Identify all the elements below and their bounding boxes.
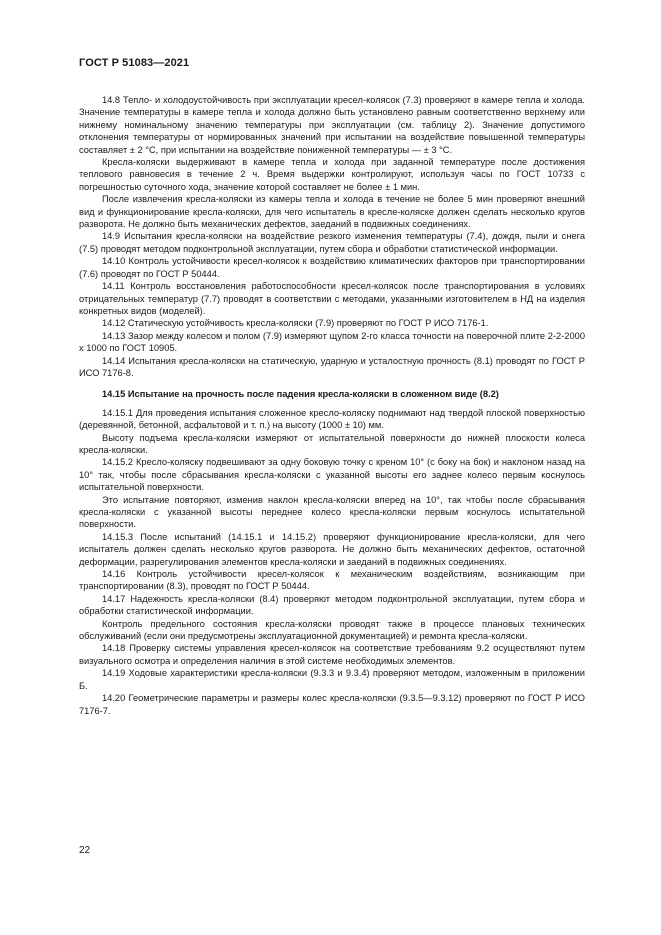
paragraph: 14.15.2 Кресло-коляску подвешивают за одну боковую точку с креном 10° (с боку на бок) и наклоном назад на 10° так, чтобы после сбрасывания кресла-коляски с указанной высоты его заднее колесо первым коснулось испытательной поверхности.: [79, 457, 585, 493]
paragraph: Кресла-коляски выдерживают в камере тепла и холода при заданной температуре после достижения теплового равновесия в течение 2 ч. Время выдержки контролируют, используя часы по ГОСТ 10733 с погрешностью суточного хода, значение которой составляет не более ± 1 мин.: [79, 157, 585, 192]
paragraph: 14.19 Ходовые характеристики кресла-коляски (9.3.3 и 9.3.4) проверяют методом, изложенным в приложении Б.: [79, 668, 585, 691]
paragraph: 14.17 Надежность кресла-коляски (8.4) проверяют методом подконтрольной эксплуатации, путем сбора и обработки статистической информации.: [79, 593, 585, 617]
paragraph: 14.9 Испытания кресла-коляски на воздействие резкого изменения температуры (7.4), дождя, пыли и снега (7.5) проводят методом подконтрольной эксплуатации, путем сбора и обработки статистической информации.: [79, 231, 585, 254]
paragraph: Контроль предельного состояния кресла-коляски проводят также в процессе плановых технических обслуживаний (если они предусмотрены эксплуатационной документацией) и ремонта кресла-коляски.: [79, 618, 585, 642]
paragraph: 14.20 Геометрические параметры и размеры колес кресла-коляски (9.3.5—9.3.12) проверяют по ГОСТ Р ИСО 7176-7.: [79, 693, 585, 716]
paragraph: Высоту подъема кресла-коляски измеряют от испытательной поверхности до нижней плоскости колеса кресла-коляски.: [79, 432, 585, 455]
paragraph: 14.10 Контроль устойчивости кресел-колясок к воздействию климатических факторов при транспортировании (7.6) проводят по ГОСТ Р 50444.: [79, 256, 585, 279]
paragraph: Это испытание повторяют, изменив наклон кресла-коляски вперед на 10°, так чтобы после сбрасывания кресла-коляски с указанной высоты переднее колесо кресла-коляски первым коснулось испытательной поверхности.: [79, 494, 585, 530]
paragraph: 14.16 Контроль устойчивости кресел-колясок к механическим воздействиям, возникающим при транспортировании (8.3), проводят по ГОСТ Р 50444.: [79, 569, 585, 592]
paragraph: 14.15.3 После испытаний (14.15.1 и 14.15.2) проверяют функционирование кресла-коляски, для чего испытатель должен сделать несколько кругов разворота. Не должно быть механических дефектов, остаточной деформации, разрегулирования элементов кресла-коляски и заеданий в подвижных соединениях.: [79, 531, 585, 567]
paragraph: 14.13 Зазор между колесом и полом (7.9) измеряют щупом 2-го класса точности на поверочной плите 2-2-2000 х 1000 по ГОСТ 10905.: [79, 330, 585, 354]
paragraph: 14.14 Испытания кресла-коляски на статическую, ударную и усталостную прочность (8.1) проводят по ГОСТ Р ИСО 7176-8.: [79, 355, 585, 378]
paragraph: 14.15.1 Для проведения испытания сложенное кресло-коляску поднимают над твердой плоской поверхностью (деревянной, бетонной, асфальтовой и т. п.) на высоту (1000 ± 10) мм.: [79, 407, 585, 431]
paragraph: 14.18 Проверку системы управления кресел-колясок на соответствие требованиям 9.2 осуществляют путем визуального осмотра и определения наличия в этой системе необходимых элементов.: [79, 643, 585, 666]
paragraph: После извлечения кресла-коляски из камеры тепла и холода в течение не более 5 мин проверяют внешний вид и функционирование кресла-коляски, для чего испытатель в кресле-коляске должен сделать несколько кругов разворота. Не должно быть механических дефектов, заеданий в подвижных соединениях.: [79, 194, 585, 230]
page-number: 22: [79, 845, 91, 856]
paragraph: 14.12 Статическую устойчивость кресла-коляски (7.9) проверяют по ГОСТ Р ИСО 7176-1.: [102, 318, 489, 329]
document-header: ГОСТ Р 51083—2021: [79, 57, 190, 69]
document-body: [79, 94, 585, 717]
section-heading: 14.15 Испытание на прочность после падения кресла-коляски в сложенном виде (8.2): [102, 389, 499, 400]
paragraph: 14.8 Тепло- и холодоустойчивость при эксплуатации кресел-колясок (7.3) проверяют в камере тепла и холода. Значение температуры в камере тепла и холода должно быть установлено равным соответственно верхнему или нижнему номинальному значению температуры при эксплуатации (см. таблицу 2). Значение допустимого отклонения температуры от нормированных значений при испытании на воздействие повышенной температуры составляет ± 2 °С, при испытании на воздействие пониженной температуры — ± 3 °С.: [79, 95, 585, 155]
paragraph: 14.11 Контроль восстановления работоспособности кресел-колясок после транспортирования в условиях отрицательных температур (7.7) проводят в соответствии с методами, указанными изготовителем в НД на изделия конкретных видов (моделей).: [79, 281, 585, 316]
